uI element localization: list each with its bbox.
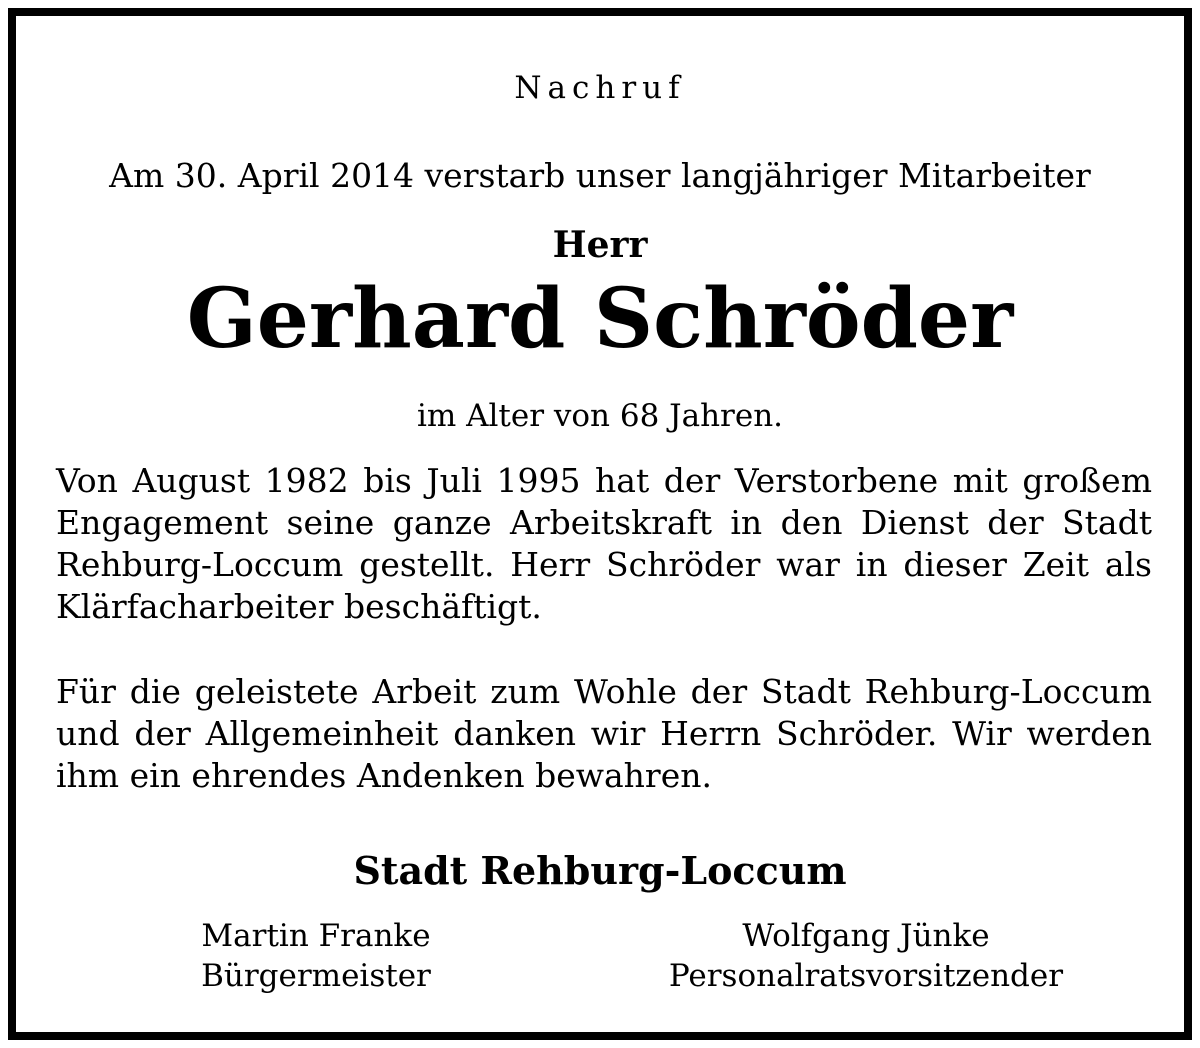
age-line: im Alter von 68 Jahren. (416, 398, 784, 434)
obituary-notice (8, 8, 1192, 1040)
signatory-role: Personalratsvorsitzender (668, 958, 1064, 994)
paragraph-line: Engagement seine ganze Arbeitskraft in den Dienst der Stadt (56, 503, 1152, 542)
signatory-name: Wolfgang Jünke (742, 918, 990, 954)
signatory-left (126, 916, 506, 996)
intro-line: Am 30. April 2014 verstarb unser langjähriger Mitarbeiter (109, 156, 1091, 195)
organization-name: Stadt Rehburg-Loccum (353, 848, 847, 893)
notice-title: Nachruf (514, 70, 686, 106)
paragraph-line: Rehburg-Loccum gestellt. Herr Schröder war in dieser Zeit als (56, 545, 1152, 584)
signatory-role: Bürgermeister (201, 958, 431, 994)
paragraph-thanks (56, 671, 1152, 797)
paragraph-line: und der Allgemeinheit danken wir Herrn Schröder. Wir werden (56, 714, 1152, 753)
signatory-right (616, 916, 1116, 996)
salutation: Herr (552, 224, 648, 266)
paragraph-line: ihm ein ehrendes Andenken bewahren. (56, 756, 712, 795)
paragraph-service (56, 460, 1152, 628)
paragraph-line: Für die geleistete Arbeit zum Wohle der Stadt Rehburg-Loccum (56, 672, 1152, 711)
paragraph-line: Klärfacharbeiter beschäftigt. (56, 587, 542, 626)
signatory-name: Martin Franke (201, 918, 431, 954)
paragraph-line: Von August 1982 bis Juli 1995 hat der Verstorbene mit großem (56, 461, 1152, 500)
deceased-name: Gerhard Schröder (186, 271, 1014, 367)
